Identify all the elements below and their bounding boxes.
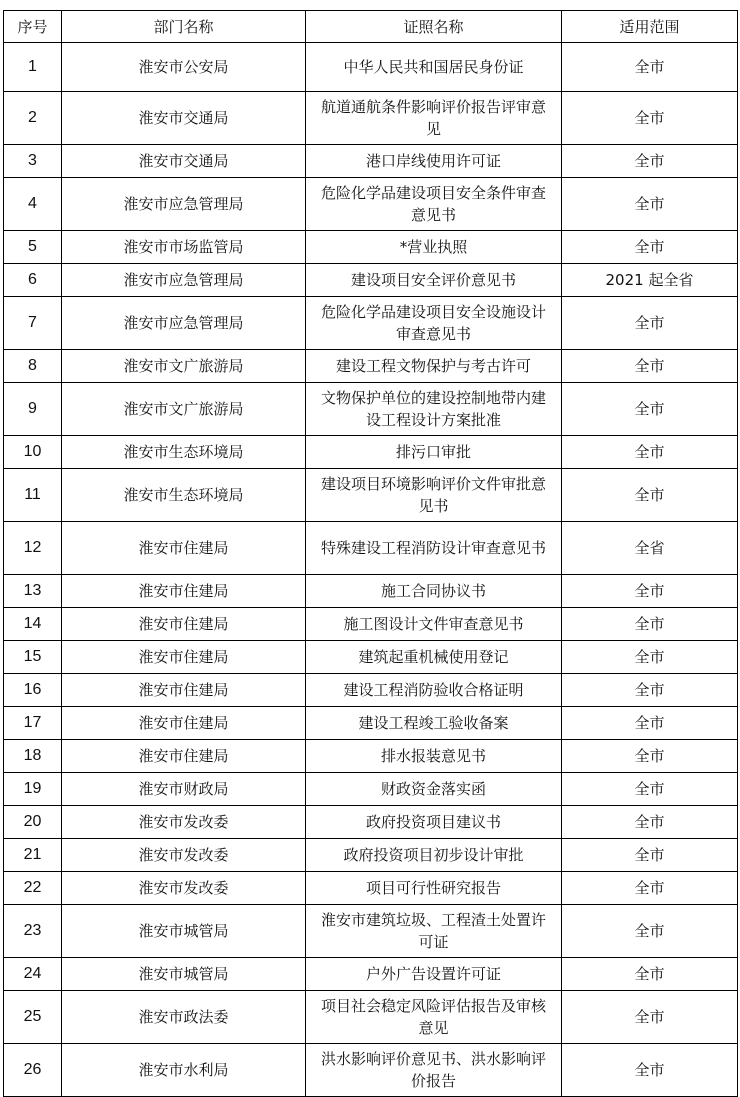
license-name: 危险化学品建设项目安全设施设计审查意见书 xyxy=(306,297,562,350)
license-name: 建筑起重机械使用登记 xyxy=(306,641,562,674)
scope-value: 全市 xyxy=(562,178,738,231)
table-row xyxy=(4,674,738,707)
license-name: 施工图设计文件审查意见书 xyxy=(306,608,562,641)
row-number: 18 xyxy=(4,740,62,773)
scope-value: 全市 xyxy=(562,231,738,264)
department-name: 淮安市市场监管局 xyxy=(62,231,306,264)
table-row xyxy=(4,469,738,522)
scope-value: 全市 xyxy=(562,469,738,522)
row-number: 22 xyxy=(4,872,62,905)
department-name: 淮安市发改委 xyxy=(62,806,306,839)
row-number: 11 xyxy=(4,469,62,522)
license-name: 排污口审批 xyxy=(306,436,562,469)
scope-value: 全市 xyxy=(562,839,738,872)
department-name: 淮安市水利局 xyxy=(62,1044,306,1097)
license-name: 项目可行性研究报告 xyxy=(306,872,562,905)
department-name: 淮安市文广旅游局 xyxy=(62,383,306,436)
table-row xyxy=(4,839,738,872)
row-number: 15 xyxy=(4,641,62,674)
table-row xyxy=(4,522,738,575)
department-name: 淮安市政法委 xyxy=(62,991,306,1044)
scope-value: 全市 xyxy=(562,1044,738,1097)
table-row xyxy=(4,383,738,436)
row-number: 26 xyxy=(4,1044,62,1097)
license-name: 建设工程文物保护与考古许可 xyxy=(306,350,562,383)
table-row xyxy=(4,905,738,958)
department-name: 淮安市城管局 xyxy=(62,958,306,991)
scope-value: 全市 xyxy=(562,707,738,740)
license-name: *营业执照 xyxy=(306,231,562,264)
row-number: 10 xyxy=(4,436,62,469)
scope-value: 全市 xyxy=(562,773,738,806)
department-name: 淮安市生态环境局 xyxy=(62,469,306,522)
row-number: 14 xyxy=(4,608,62,641)
row-number: 5 xyxy=(4,231,62,264)
scope-value: 全市 xyxy=(562,92,738,145)
table-row xyxy=(4,740,738,773)
license-name: 政府投资项目建议书 xyxy=(306,806,562,839)
table-row xyxy=(4,350,738,383)
scope-value: 全市 xyxy=(562,43,738,92)
scope-value: 全市 xyxy=(562,383,738,436)
scope-value: 全市 xyxy=(562,350,738,383)
license-name: 项目社会稳定风险评估报告及审核意见 xyxy=(306,991,562,1044)
license-name: 洪水影响评价意见书、洪水影响评价报告 xyxy=(306,1044,562,1097)
header-license: 证照名称 xyxy=(306,11,562,43)
table-row xyxy=(4,92,738,145)
scope-value: 全市 xyxy=(562,806,738,839)
department-name: 淮安市交通局 xyxy=(62,92,306,145)
license-name: 施工合同协议书 xyxy=(306,575,562,608)
department-name: 淮安市发改委 xyxy=(62,872,306,905)
department-name: 淮安市文广旅游局 xyxy=(62,350,306,383)
table-row xyxy=(4,608,738,641)
row-number: 6 xyxy=(4,264,62,297)
table-row xyxy=(4,991,738,1044)
license-name: 户外广告设置许可证 xyxy=(306,958,562,991)
department-name: 淮安市应急管理局 xyxy=(62,297,306,350)
department-name: 淮安市住建局 xyxy=(62,575,306,608)
scope-value: 全市 xyxy=(562,674,738,707)
row-number: 17 xyxy=(4,707,62,740)
row-number: 2 xyxy=(4,92,62,145)
scope-value: 全市 xyxy=(562,575,738,608)
department-name: 淮安市住建局 xyxy=(62,641,306,674)
scope-value: 全市 xyxy=(562,297,738,350)
license-name: 特殊建设工程消防设计审查意见书 xyxy=(306,522,562,575)
table-row xyxy=(4,707,738,740)
header-no: 序号 xyxy=(4,11,62,43)
department-name: 淮安市住建局 xyxy=(62,608,306,641)
row-number: 7 xyxy=(4,297,62,350)
scope-value: 2021 起全省 xyxy=(562,264,738,297)
license-name: 文物保护单位的建设控制地带内建设工程设计方案批准 xyxy=(306,383,562,436)
license-name: 中华人民共和国居民身份证 xyxy=(306,43,562,92)
license-name: 建设项目环境影响评价文件审批意见书 xyxy=(306,469,562,522)
table-row xyxy=(4,872,738,905)
scope-value: 全省 xyxy=(562,522,738,575)
row-number: 8 xyxy=(4,350,62,383)
table-row xyxy=(4,575,738,608)
row-number: 24 xyxy=(4,958,62,991)
department-name: 淮安市城管局 xyxy=(62,905,306,958)
license-name: 建设项目安全评价意见书 xyxy=(306,264,562,297)
table-header-row xyxy=(4,11,738,43)
row-number: 12 xyxy=(4,522,62,575)
row-number: 21 xyxy=(4,839,62,872)
table-row xyxy=(4,178,738,231)
license-name: 排水报装意见书 xyxy=(306,740,562,773)
row-number: 3 xyxy=(4,145,62,178)
table-row xyxy=(4,773,738,806)
row-number: 1 xyxy=(4,43,62,92)
scope-value: 全市 xyxy=(562,958,738,991)
department-name: 淮安市住建局 xyxy=(62,707,306,740)
scope-value: 全市 xyxy=(562,436,738,469)
table-row xyxy=(4,145,738,178)
license-name: 建设工程竣工验收备案 xyxy=(306,707,562,740)
license-name: 淮安市建筑垃圾、工程渣土处置许可证 xyxy=(306,905,562,958)
table-row xyxy=(4,43,738,92)
header-dept: 部门名称 xyxy=(62,11,306,43)
table-row xyxy=(4,436,738,469)
department-name: 淮安市应急管理局 xyxy=(62,178,306,231)
table-row xyxy=(4,264,738,297)
license-name: 政府投资项目初步设计审批 xyxy=(306,839,562,872)
scope-value: 全市 xyxy=(562,905,738,958)
department-name: 淮安市发改委 xyxy=(62,839,306,872)
row-number: 25 xyxy=(4,991,62,1044)
license-name: 港口岸线使用许可证 xyxy=(306,145,562,178)
department-name: 淮安市住建局 xyxy=(62,674,306,707)
department-name: 淮安市应急管理局 xyxy=(62,264,306,297)
row-number: 23 xyxy=(4,905,62,958)
department-name: 淮安市交通局 xyxy=(62,145,306,178)
table-row xyxy=(4,806,738,839)
department-name: 淮安市公安局 xyxy=(62,43,306,92)
row-number: 19 xyxy=(4,773,62,806)
license-table xyxy=(3,10,738,1097)
license-name: 财政资金落实函 xyxy=(306,773,562,806)
header-scope: 适用范围 xyxy=(562,11,738,43)
department-name: 淮安市住建局 xyxy=(62,522,306,575)
license-name: 危险化学品建设项目安全条件审查意见书 xyxy=(306,178,562,231)
scope-value: 全市 xyxy=(562,641,738,674)
department-name: 淮安市住建局 xyxy=(62,740,306,773)
license-name: 航道通航条件影响评价报告评审意见 xyxy=(306,92,562,145)
table-row xyxy=(4,641,738,674)
department-name: 淮安市财政局 xyxy=(62,773,306,806)
license-name: 建设工程消防验收合格证明 xyxy=(306,674,562,707)
row-number: 16 xyxy=(4,674,62,707)
table-row xyxy=(4,297,738,350)
department-name: 淮安市生态环境局 xyxy=(62,436,306,469)
row-number: 20 xyxy=(4,806,62,839)
scope-value: 全市 xyxy=(562,991,738,1044)
table-row xyxy=(4,231,738,264)
row-number: 9 xyxy=(4,383,62,436)
scope-value: 全市 xyxy=(562,872,738,905)
table-row xyxy=(4,958,738,991)
row-number: 4 xyxy=(4,178,62,231)
scope-value: 全市 xyxy=(562,740,738,773)
row-number: 13 xyxy=(4,575,62,608)
scope-value: 全市 xyxy=(562,145,738,178)
scope-value: 全市 xyxy=(562,608,738,641)
